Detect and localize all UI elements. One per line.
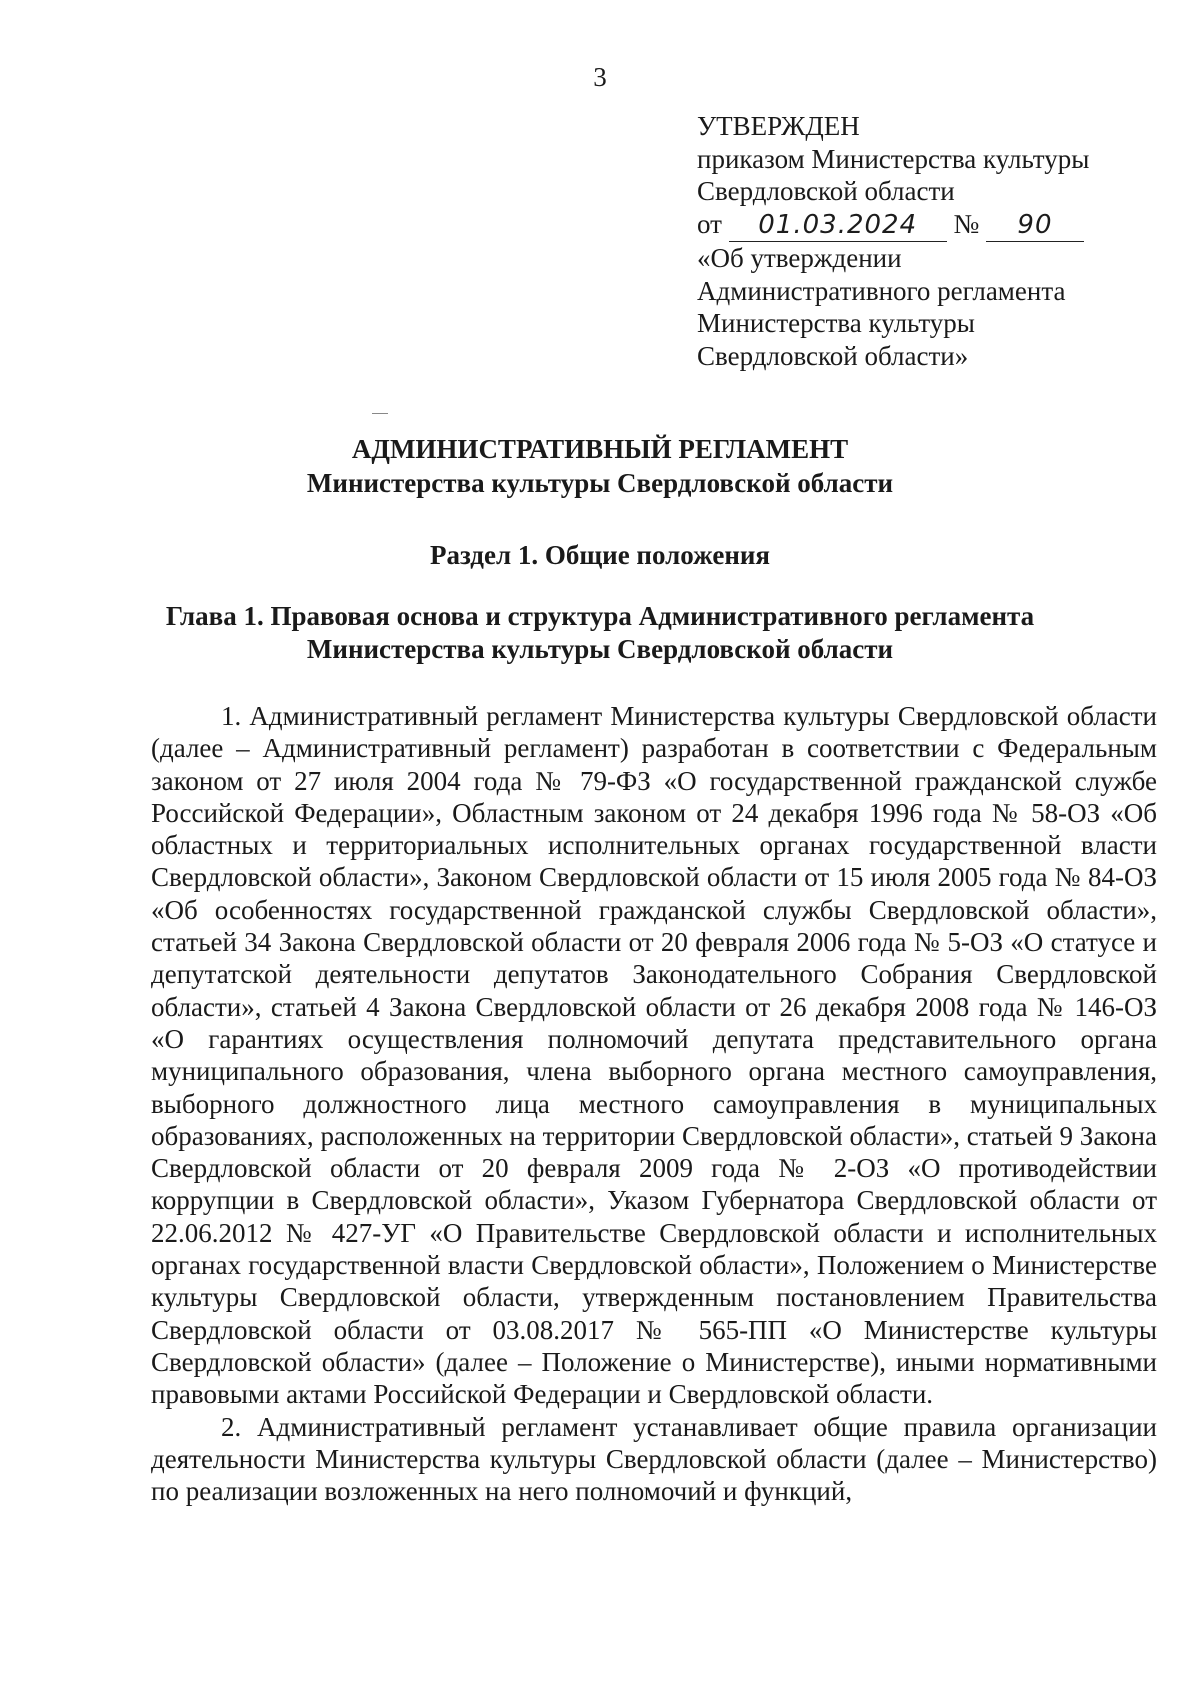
number-blank — [986, 208, 1084, 243]
handwritten-number: 90 — [1017, 209, 1053, 240]
approval-line-2: Свердловской области — [697, 176, 955, 206]
approval-line-1: приказом Министерства культуры — [697, 143, 1090, 174]
approval-subject-3: Министерства культуры — [697, 308, 975, 338]
chapter-heading-line-2: Министерства культуры Свердловской области — [306, 634, 894, 664]
handwritten-date: 01.03.2024 — [758, 209, 918, 240]
section-heading: Раздел 1. Общие положения — [429, 540, 771, 570]
scan-mark — [372, 413, 388, 414]
title-main: АДМИНИСТРАТИВНЫЙ РЕГЛАМЕНТ — [351, 434, 849, 464]
approval-subject-4: Свердловской области» — [697, 340, 969, 371]
paragraph-1: 1. Административный регламент Министерства культуры Свердловской области (далее – Административный регламент) разработан в соответствии с Федеральным законом от 27 июля 2004 года № 79-ФЗ «О государственной гражданской службе Российской Федерации», Областным законом от 24 декабря 1996 года № 58-ОЗ «Об областных и территориальных исполнительных органах государственной власти Свердловской области», Законом Свердловской области от 15 июля 2005 года № 84-ОЗ «Об особенностях государственной гражданской службы Свердловской области», статьей 34 Закона Свердловской области от 20 февраля 2006 года № 5-ОЗ «О статусе и депутатской деятельности депутатов Законодательного Собрания Свердловской области», статьей 4 Закона Свердловской области от 26 декабря 2008 года № 146-ОЗ «О гарантиях осуществления полномочий депутата представительного органа муниципального образования, члена выборного органа местного самоуправления, выборного должностного лица местного самоуправления в муниципальных образованиях, расположенных на территории Свердловской области», статьей 9 Закона Свердловской области от 20 февраля 2009 года № 2-ОЗ «О противодействии коррупции в Свердловской области», Указом Губернатора Свердловской области от 22.06.2012 № 427-УГ «О Правительстве Свердловской области и исполнительных органах государственной власти Свердловской области», Положением о Министерстве культуры Свердловской области, утвержденным постановлением Правительства Свердловской области от 03.08.2017 № 565-ПП «О Министерстве культуры Свердловской области» (далее – Положение о Министерстве), иными нормативными правовыми актами Российской Федерации и Свердловской области. — [151, 701, 1157, 1410]
approval-date-number-line — [697, 208, 1137, 243]
approval-block — [697, 110, 1137, 372]
approval-subject-2: Административного регламента — [697, 275, 1066, 306]
document-title — [0, 432, 1200, 500]
approval-heading: УТВЕРЖДЕН — [697, 111, 860, 141]
number-sign: № — [953, 208, 980, 239]
paragraph-2: 2. Административный регламент устанавливает общие правила организации деятельности Министерства культуры Свердловской области (далее – Министерство) по реализации возложенных на него полномочий и функций, — [151, 1411, 1157, 1507]
document-body — [151, 700, 1157, 1507]
title-sub: Министерства культуры Свердловской области — [306, 468, 894, 498]
date-prefix: от — [697, 208, 722, 239]
page-number: 3 — [593, 62, 607, 92]
chapter-heading-line-1: Глава 1. Правовая основа и структура Административного регламента — [165, 601, 1035, 631]
date-blank — [729, 208, 947, 243]
approval-subject-1: «Об утверждении — [697, 243, 902, 273]
chapter-heading — [0, 600, 1200, 666]
